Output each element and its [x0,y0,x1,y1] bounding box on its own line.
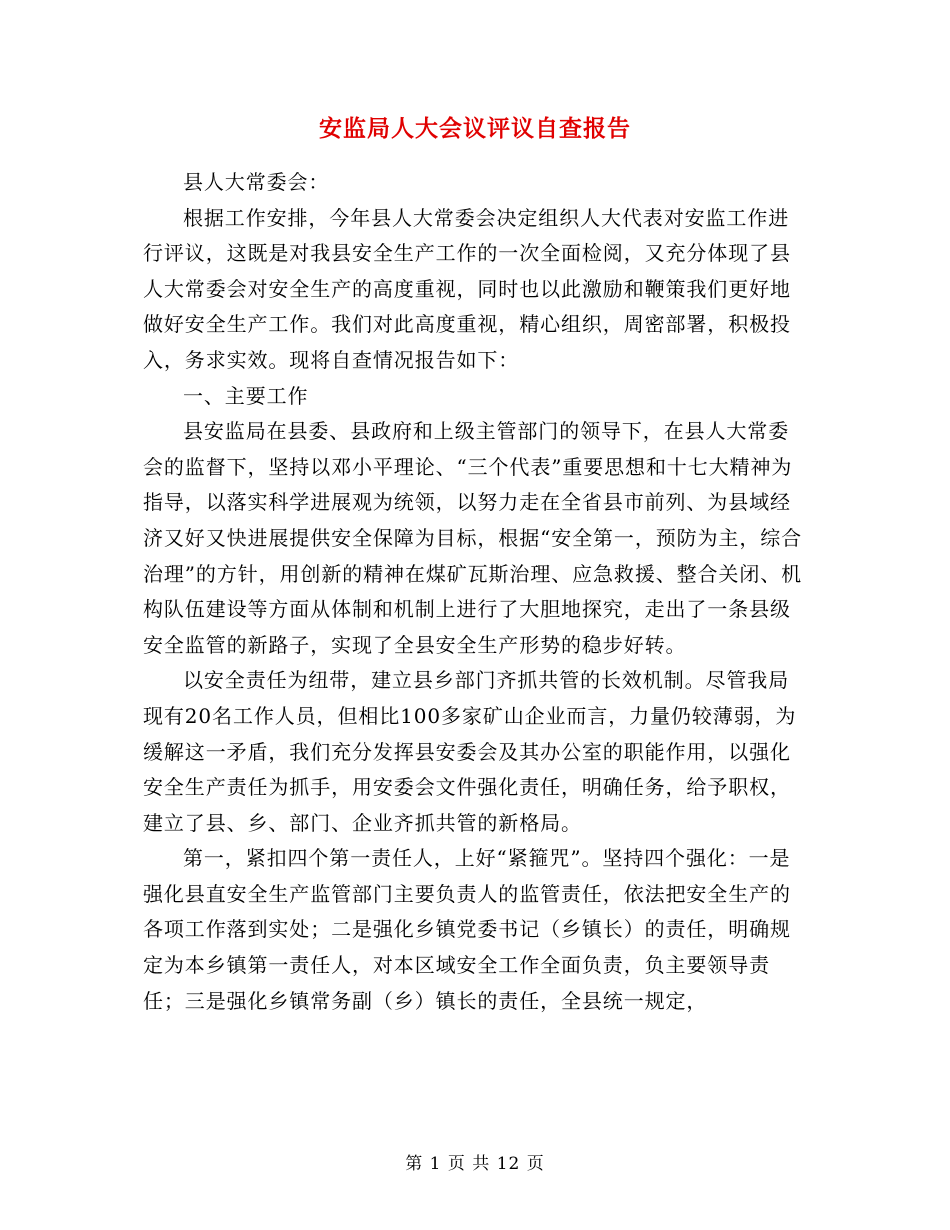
document-body [143,165,809,1019]
body-paragraph: 根据工作安排，今年县人大常委会决定组织人大代表对安监工作进行评议，这既是对我县安全生产工作的一次全面检阅，又充分体现了县人大常委会对安全生产的高度重视，同时也以此激励和鞭策我们更好地做好安全生产工作。我们对此高度重视，精心组织，周密部署，积极投入，务求实效。现将自查情况报告如下： [143,205,791,372]
page-footer [0,1152,950,1176]
section-heading: 一、主要工作 [183,383,309,408]
salutation: 县人大常委会： [183,170,330,194]
body-paragraph: 县安监局在县委、县政府和上级主管部门的领导下，在县人大常委会的监督下，坚持以邓小平理论、“三个代表”重要思想和十七大精神为指导，以落实科学进展观为统领，以努力走在全省县市前列、为县域经济又好又快进展提供安全保障为目标，根据“安全第一，预防为主，综合治理”的方针，用创新的精神在煤矿瓦斯治理、应急救援、整合关闭、机构队伍建设等方面从体制和机制上进行了大胆地探究，走出了一条县级安全监管的新路子，实现了全县安全生产形势的稳步好转。 [143,419,803,657]
document-title: 安监局人大会议评议自查报告 [319,115,631,142]
body-paragraph: 以安全责任为纽带，建立县乡部门齐抓共管的长效机制。尽管我局现有20名工作人员，但相比100多家矿山企业而言，力量仍较薄弱，为缓解这一矛盾，我们充分发挥县安委会及其办公室的职能作用，以强化安全生产责任为抓手，用安委会文件强化责任，明确任务，给予职权，建立了县、乡、部门、企业齐抓共管的新格局。 [143,668,797,835]
page-number: 第 1 页 共 12 页 [405,1154,545,1174]
body-paragraph: 第一，紧扣四个第一责任人，上好“紧箍咒”。坚持四个强化：一是强化县直安全生产监管部门主要负责人的监管责任，依法把安全生产的各项工作落到实处；二是强化乡镇党委书记（乡镇长）的责任，明确规定为本乡镇第一责任人，对本区域安全工作全面负责，负主要领导责任；三是强化乡镇常务副（乡）镇长的责任，全县统一规定， [143,846,791,1013]
